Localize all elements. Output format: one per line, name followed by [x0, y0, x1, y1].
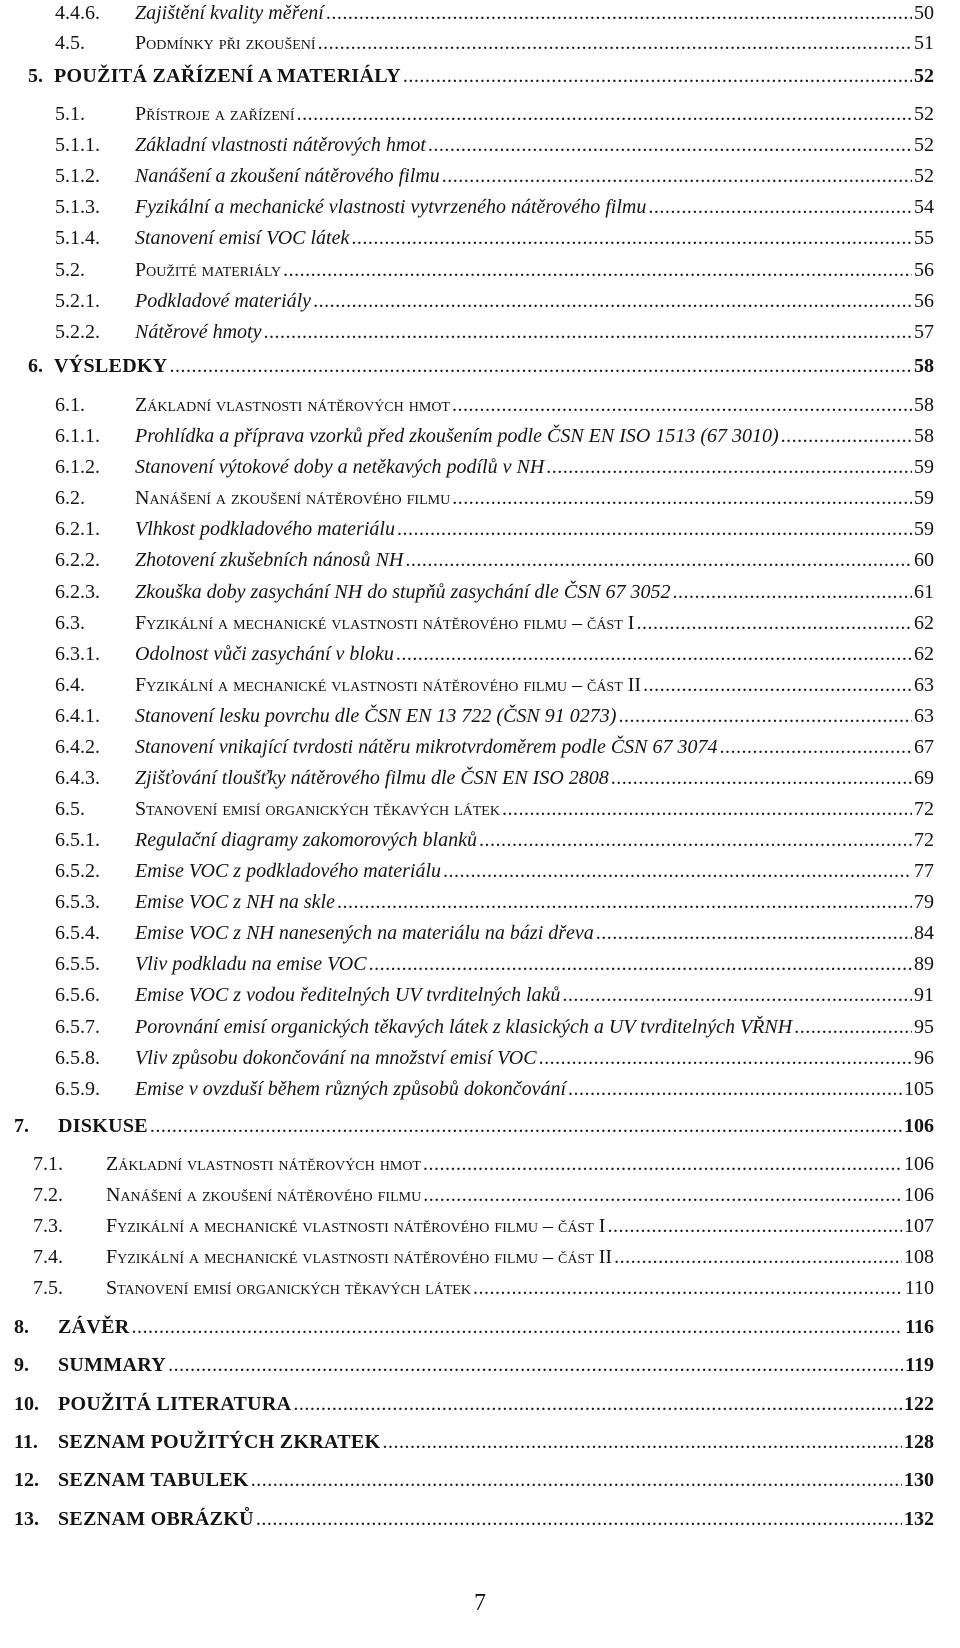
toc-entry[interactable]	[55, 548, 934, 572]
toc-entry-number: 5.2.	[55, 259, 85, 281]
toc-leader-dots	[150, 1114, 902, 1138]
toc-entry-number: 5.1.4.	[55, 227, 100, 249]
page-number: 7	[474, 1590, 486, 1616]
toc-leader-dots	[326, 1, 912, 25]
toc-leader-dots	[643, 673, 912, 697]
toc-entry-number: 5.1.3.	[55, 196, 100, 218]
toc-leader-dots	[405, 548, 912, 572]
toc-leader-dots	[403, 64, 912, 88]
toc-leader-dots	[396, 642, 912, 666]
toc-entry[interactable]	[55, 673, 934, 697]
toc-entry-number: 9.	[14, 1354, 29, 1376]
toc-entry-page: 58	[914, 394, 934, 416]
toc-leader-dots	[611, 766, 912, 790]
toc-entry[interactable]	[33, 1214, 934, 1238]
toc-leader-dots	[442, 164, 912, 188]
toc-entry-number: 6.5.2.	[55, 860, 100, 882]
toc-entry-number: 6.1.1.	[55, 425, 100, 447]
toc-entry-page: 105	[904, 1078, 934, 1100]
toc-entry[interactable]	[55, 320, 934, 344]
toc-entry[interactable]	[55, 859, 934, 883]
toc-entry-title: Fyzikální a mechanické vlastnosti nátěrového filmu – část I	[135, 612, 635, 634]
toc-entry-number: 6.3.1.	[55, 643, 100, 665]
toc-entry-number: 6.5.9.	[55, 1078, 100, 1100]
toc-leader-dots	[618, 704, 912, 728]
toc-entry-title: Vliv podkladu na emise VOC	[135, 953, 367, 975]
toc-entry-page: 51	[914, 32, 934, 54]
toc-entry[interactable]	[55, 735, 934, 759]
toc-entry-title: Přístroje a zařízení	[135, 103, 295, 125]
toc-leader-dots	[443, 859, 912, 883]
toc-leader-dots	[263, 320, 912, 344]
toc-entry-title: Nanášení a zkoušení nátěrového filmu	[106, 1184, 422, 1206]
toc-entry-title: SEZNAM TABULEK	[58, 1469, 249, 1491]
toc-entry-title: Podkladové materiály	[135, 290, 312, 312]
toc-entry-page: 61	[914, 581, 934, 603]
toc-leader-dots	[546, 455, 912, 479]
toc-entry-number: 4.4.6.	[55, 2, 100, 24]
toc-entry-number: 6.2.2.	[55, 549, 100, 571]
toc-leader-dots	[423, 1183, 902, 1207]
toc-entry-number: 6.5.5.	[55, 953, 100, 975]
toc-entry-page: 59	[914, 456, 934, 478]
toc-entry-number: 6.2.3.	[55, 581, 100, 603]
toc-leader-dots	[636, 611, 912, 635]
toc-entry[interactable]	[55, 455, 934, 479]
toc-entry[interactable]	[55, 766, 934, 790]
toc-entry-page: 106	[904, 1153, 934, 1175]
toc-entry-page: 95	[914, 1016, 934, 1038]
toc-entry-title: POUŽITÁ LITERATURA	[58, 1393, 292, 1415]
toc-entry-number: 6.4.	[55, 674, 85, 696]
toc-leader-dots	[170, 354, 912, 378]
toc-entry-number: 11.	[14, 1431, 38, 1453]
toc-entry-page: 50	[914, 2, 934, 24]
toc-entry[interactable]	[55, 611, 934, 635]
toc-entry-title: Nanášení a zkoušení nátěrového filmu	[135, 487, 451, 509]
toc-entry-page: 130	[904, 1469, 934, 1491]
toc-leader-dots	[473, 1276, 903, 1300]
toc-entry-number: 6.1.	[55, 394, 85, 416]
toc-entry[interactable]	[55, 258, 934, 282]
toc-entry-title: Emise VOC z podkladového materiálu	[135, 860, 442, 882]
toc-entry[interactable]	[55, 890, 934, 914]
toc-leader-dots	[318, 31, 912, 55]
toc-entry[interactable]	[55, 797, 934, 821]
toc-entry-title: Zajištění kvality měření	[135, 2, 324, 24]
toc-entry[interactable]	[28, 64, 934, 88]
toc-entry[interactable]	[55, 828, 934, 852]
toc-entry-title: Emise v ovzduší během různých způsobů dokončování	[135, 1078, 567, 1100]
toc-entry-title: Nanášení a zkoušení nátěrového filmu	[135, 165, 440, 187]
toc-entry-number: 5.1.2.	[55, 165, 100, 187]
toc-entry-title: Základní vlastnosti nátěrových hmot	[135, 134, 426, 156]
toc-entry-page: 122	[904, 1393, 934, 1415]
toc-entry-number: 5.2.2.	[55, 321, 100, 343]
toc-entry-page: 72	[914, 829, 934, 851]
toc-entry-page: 128	[904, 1431, 934, 1453]
toc-entry-page: 72	[914, 798, 934, 820]
toc-entry[interactable]	[33, 1183, 934, 1207]
toc-entry-title: SEZNAM POUŽITÝCH ZKRATEK	[58, 1431, 381, 1453]
toc-entry-number: 6.5.7.	[55, 1016, 100, 1038]
toc-entry-number: 6.4.1.	[55, 705, 100, 727]
toc-entry-number: 5.1.	[55, 103, 85, 125]
toc-entry-title: Regulační diagramy zakomorových blanků	[135, 829, 477, 851]
toc-entry-page: 116	[905, 1316, 934, 1338]
toc-entry-number: 7.2.	[33, 1184, 63, 1206]
toc-entry-number: 7.1.	[33, 1153, 63, 1175]
toc-entry-number: 6.5.3.	[55, 891, 100, 913]
toc-entry-title: POUŽITÁ ZAŘÍZENÍ A MATERIÁLY	[54, 65, 401, 87]
toc-entry-page: 56	[914, 259, 934, 281]
toc-entry[interactable]	[14, 1430, 934, 1454]
toc-entry-title: SEZNAM OBRÁZKŮ	[58, 1508, 254, 1530]
toc-entry-number: 6.	[28, 355, 43, 377]
toc-entry-page: 56	[914, 290, 934, 312]
toc-entry-title: Nátěrové hmoty	[135, 321, 262, 343]
toc-entry-title: Stanovení emisí organických těkavých látek	[106, 1277, 471, 1299]
toc-entry-page: 107	[904, 1215, 934, 1237]
toc-entry[interactable]	[55, 952, 934, 976]
toc-leader-dots	[502, 797, 912, 821]
toc-entry-title: Emise VOC z NH nanesených na materiálu na bázi dřeva	[135, 922, 594, 944]
toc-entry[interactable]	[14, 1315, 934, 1339]
toc-entry[interactable]	[33, 1245, 934, 1269]
toc-entry[interactable]	[55, 393, 934, 417]
toc-entry[interactable]	[55, 486, 934, 510]
toc-entry-page: 91	[914, 984, 934, 1006]
toc-entry-title: Stanovení vnikající tvrdosti nátěru mikrotvrdoměrem podle ČSN 67 3074	[135, 736, 718, 758]
toc-leader-dots	[794, 1015, 912, 1039]
toc-leader-dots	[132, 1315, 904, 1339]
toc-leader-dots	[607, 1214, 902, 1238]
toc-leader-dots	[673, 580, 912, 604]
toc-entry-title: ZÁVĚR	[58, 1316, 130, 1338]
toc-entry-page: 132	[904, 1508, 934, 1530]
toc-leader-dots	[539, 1046, 912, 1070]
toc-entry-number: 6.2.	[55, 487, 85, 509]
toc-entry-title: Použité materiály	[135, 259, 282, 281]
toc-leader-dots	[382, 1430, 902, 1454]
toc-entry-number: 6.5.1.	[55, 829, 100, 851]
toc-entry-page: 96	[914, 1047, 934, 1069]
toc-entry[interactable]	[33, 1276, 934, 1300]
toc-entry-title: Stanovení lesku povrchu dle ČSN EN 13 722 (ČSN 91 0273)	[135, 705, 617, 727]
toc-leader-dots	[293, 1392, 902, 1416]
toc-entry-page: 77	[914, 860, 934, 882]
toc-entry[interactable]	[55, 164, 934, 188]
toc-leader-dots	[297, 102, 912, 126]
toc-entry-title: Zhotovení zkušebních nánosů NH	[135, 549, 404, 571]
toc-entry-title: Stanovení emisí VOC látek	[135, 227, 350, 249]
toc-entry-page: 52	[914, 103, 934, 125]
toc-entry-number: 13.	[14, 1508, 39, 1530]
toc-entry[interactable]	[55, 195, 934, 219]
toc-entry-page: 52	[914, 134, 934, 156]
toc-leader-dots	[720, 735, 913, 759]
toc-entry[interactable]	[55, 1015, 934, 1039]
toc-leader-dots	[351, 226, 912, 250]
toc-entry-page: 58	[914, 425, 934, 447]
toc-entry[interactable]	[28, 354, 934, 378]
toc-entry-page: 55	[914, 227, 934, 249]
toc-entry[interactable]	[55, 921, 934, 945]
toc-entry-number: 7.	[14, 1115, 29, 1137]
toc-entry-page: 57	[914, 321, 934, 343]
toc-entry-title: Podmínky při zkoušení	[135, 32, 316, 54]
toc-entry-page: 58	[914, 355, 934, 377]
toc-entry-title: Vliv způsobu dokončování na množství emisí VOC	[135, 1047, 537, 1069]
toc-entry[interactable]	[14, 1114, 934, 1138]
toc-entry-title: Prohlídka a příprava vzorků před zkoušením podle ČSN EN ISO 1513 (67 3010)	[135, 425, 779, 447]
toc-entry-number: 6.1.2.	[55, 456, 100, 478]
toc-entry[interactable]	[14, 1468, 934, 1492]
toc-entry-title: Vlhkost podkladového materiálu	[135, 518, 395, 540]
toc-leader-dots	[423, 1152, 902, 1176]
toc-leader-dots	[283, 258, 912, 282]
toc-entry[interactable]	[33, 1152, 934, 1176]
toc-entry-page: 52	[914, 165, 934, 187]
toc-entry-number: 7.5.	[33, 1277, 63, 1299]
toc-entry[interactable]	[55, 133, 934, 157]
toc-entry-number: 6.2.1.	[55, 518, 100, 540]
toc-entry-title: Porovnání emisí organických těkavých látek z klasických a UV tvrditelných VŘNH	[135, 1016, 793, 1038]
toc-entry-page: 52	[914, 65, 934, 87]
toc-entry-number: 4.5.	[55, 32, 85, 54]
toc-entry-title: Základní vlastnosti nátěrových hmot	[135, 394, 450, 416]
toc-leader-dots	[369, 952, 912, 976]
toc-entry[interactable]	[55, 1046, 934, 1070]
toc-entry-title: DISKUSE	[58, 1115, 148, 1137]
toc-entry[interactable]	[55, 226, 934, 250]
toc-entry-page: 79	[914, 891, 934, 913]
toc-leader-dots	[251, 1468, 902, 1492]
toc-leader-dots	[452, 486, 912, 510]
toc-entry[interactable]	[14, 1353, 934, 1377]
toc-entry-number: 12.	[14, 1469, 39, 1491]
toc-entry-title: Odolnost vůči zasychání v bloku	[135, 643, 394, 665]
toc-leader-dots	[452, 393, 912, 417]
toc-entry-number: 6.5.	[55, 798, 85, 820]
toc-entry-number: 6.5.6.	[55, 984, 100, 1006]
toc-entry-number: 7.3.	[33, 1215, 63, 1237]
toc-entry-title: Základní vlastnosti nátěrových hmot	[106, 1153, 421, 1175]
toc-entry-page: 106	[904, 1184, 934, 1206]
toc-entry-title: VÝSLEDKY	[54, 355, 168, 377]
toc-entry-number: 7.4.	[33, 1246, 63, 1268]
toc-leader-dots	[479, 828, 912, 852]
toc-entry[interactable]	[14, 1392, 934, 1416]
toc-entry-number: 6.4.2.	[55, 736, 100, 758]
toc-leader-dots	[781, 424, 912, 448]
toc-entry-number: 5.1.1.	[55, 134, 100, 156]
toc-entry[interactable]	[55, 31, 934, 55]
toc-entry-title: Emise VOC z vodou ředitelných UV tvrditelných laků	[135, 984, 561, 1006]
toc-entry-number: 8.	[14, 1316, 29, 1338]
toc-entry[interactable]	[55, 1077, 934, 1101]
toc-leader-dots	[596, 921, 912, 945]
toc-entry-title: Fyzikální a mechanické vlastnosti vytvrzeného nátěrového filmu	[135, 196, 647, 218]
toc-leader-dots	[168, 1353, 903, 1377]
toc-entry-number: 6.4.3.	[55, 767, 100, 789]
toc-entry-page: 84	[914, 922, 934, 944]
toc-entry-page: 63	[914, 705, 934, 727]
toc-entry[interactable]	[55, 289, 934, 313]
toc-entry[interactable]	[55, 704, 934, 728]
toc-entry-number: 5.	[28, 65, 43, 87]
toc-leader-dots	[568, 1077, 902, 1101]
toc-entry-title: Stanovení emisí organických těkavých látek	[135, 798, 500, 820]
toc-leader-dots	[428, 133, 912, 157]
toc-entry-page: 119	[905, 1354, 934, 1376]
toc-entry-number: 6.3.	[55, 612, 85, 634]
toc-entry-page: 62	[914, 643, 934, 665]
toc-leader-dots	[614, 1245, 902, 1269]
toc-entry-page: 54	[914, 196, 934, 218]
toc-entry[interactable]	[14, 1507, 934, 1531]
toc-entry-page: 108	[904, 1246, 934, 1268]
toc-entry-page: 69	[914, 767, 934, 789]
toc-entry-page: 60	[914, 549, 934, 571]
toc-entry-page: 110	[904, 1277, 934, 1299]
toc-entry-title: Zkouška doby zasychání NH do stupňů zasychání dle ČSN 67 3052	[135, 581, 671, 603]
toc-entry-page: 67	[914, 736, 934, 758]
toc-entry-number: 10.	[14, 1393, 39, 1415]
toc-leader-dots	[397, 517, 912, 541]
toc-leader-dots	[562, 983, 912, 1007]
toc-entry-page: 62	[914, 612, 934, 634]
toc-entry-page: 63	[914, 674, 934, 696]
toc-entry[interactable]	[55, 580, 934, 604]
toc-entry-page: 59	[914, 518, 934, 540]
toc-entry-page: 59	[914, 487, 934, 509]
toc-entry[interactable]	[55, 102, 934, 126]
toc-entry[interactable]	[55, 517, 934, 541]
toc-leader-dots	[337, 890, 912, 914]
toc-entry-page: 106	[904, 1115, 934, 1137]
toc-entry[interactable]	[55, 983, 934, 1007]
toc-entry-title: SUMMARY	[58, 1354, 167, 1376]
toc-entry-page: 89	[914, 953, 934, 975]
toc-entry-title: Zjišťování tloušťky nátěrového filmu dle ČSN EN ISO 2808	[135, 767, 609, 789]
toc-entry-number: 6.5.4.	[55, 922, 100, 944]
toc-entry-title: Fyzikální a mechanické vlastnosti nátěrového filmu – část I	[106, 1215, 606, 1237]
toc-entry[interactable]	[55, 642, 934, 666]
toc-entry[interactable]	[55, 424, 934, 448]
toc-entry-title: Emise VOC z NH na skle	[135, 891, 335, 913]
toc-entry-number: 6.5.8.	[55, 1047, 100, 1069]
toc-leader-dots	[256, 1507, 902, 1531]
toc-entry-title: Fyzikální a mechanické vlastnosti nátěrového filmu – část II	[106, 1246, 613, 1268]
toc-entry-number: 5.2.1.	[55, 290, 100, 312]
toc-entry-title: Stanovení výtokové doby a netěkavých podílů v NH	[135, 456, 545, 478]
toc-leader-dots	[313, 289, 912, 313]
toc-leader-dots	[648, 195, 912, 219]
toc-entry-title: Fyzikální a mechanické vlastnosti nátěrového filmu – část II	[135, 674, 642, 696]
toc-entry[interactable]	[55, 1, 934, 25]
